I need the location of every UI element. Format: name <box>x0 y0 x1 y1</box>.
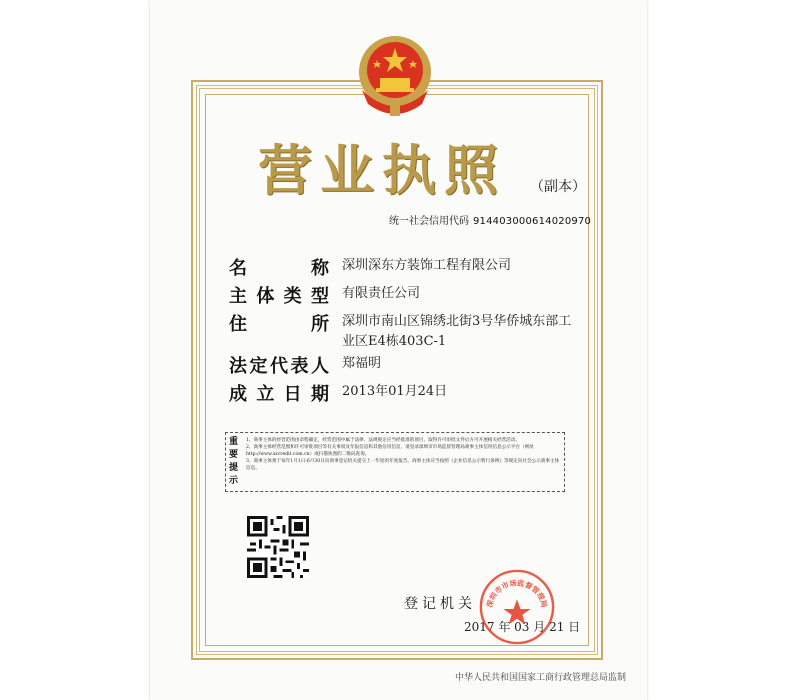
name-label: 名 称 <box>229 258 329 279</box>
qr-code-icon[interactable] <box>247 516 309 578</box>
notice-items <box>246 437 560 472</box>
notice-item: 2、商事主体经营范围和许可审批项目等有关事项及年报信息和其他信用信息，请登录深圳市市场监督管理局商事主体信用信息公示平台（网址 http://www.szcredit.com.cn）或扫描执照的二维码查询。 <box>246 445 534 457</box>
title-char: 营 <box>258 139 320 202</box>
name-value: 深圳深东方装饰工程有限公司 <box>342 258 512 273</box>
notice-item: 1、商事主体的经营范围由章程确定，经营范围中属于法律、法规规定应当经批准的项目，取得许可审批文件后方可开展相关经营活动。 <box>246 438 520 443</box>
important-notice-box <box>225 432 565 492</box>
type-label: 主 体 类 型 <box>229 286 329 307</box>
established-date-value: 2013年01月24日 <box>342 384 448 399</box>
seal-text: 深圳市市场监督管理局 <box>484 578 550 609</box>
title-char: 业 <box>320 139 382 202</box>
national-emblem-icon <box>350 30 440 120</box>
legal-rep-value: 郑福明 <box>342 356 382 371</box>
legal-rep-label: 法 定 代 表 人 <box>229 356 329 377</box>
license-title <box>258 140 538 202</box>
title-char: 执 <box>382 139 444 202</box>
copy-label: （副本） <box>530 179 586 195</box>
address-label: 住 所 <box>229 314 329 335</box>
credit-code-value: 914403000614020970 <box>473 216 592 227</box>
address-value: 深圳市南山区锦绣北街3号华侨城东部工业区E4栋403C-1 <box>342 314 572 349</box>
credit-code-label: 统一社会信用代码 <box>389 216 469 227</box>
supervisor-footer: 中华人民共和国国家工商行政管理总局监制 <box>455 673 627 683</box>
registration-authority-label: 登记机关 <box>404 596 476 612</box>
official-seal-icon <box>478 568 556 646</box>
notice-item: 3、商事主体须于每年1月1日-6月30日向商事登记机关提交上一年度的年度报告。商事主体应当按照《企业信息公示暂行条例》等规定向社会公示商事主体信息。 <box>246 459 560 471</box>
credit-code-row <box>389 212 591 227</box>
notice-title: 重 要 提 示 <box>229 437 239 486</box>
type-value: 有限责任公司 <box>342 286 421 301</box>
issue-date: 2017 年 03 月 21 日 <box>464 620 581 634</box>
title-char: 照 <box>444 139 506 202</box>
established-date-label: 成 立 日 期 <box>229 384 329 405</box>
